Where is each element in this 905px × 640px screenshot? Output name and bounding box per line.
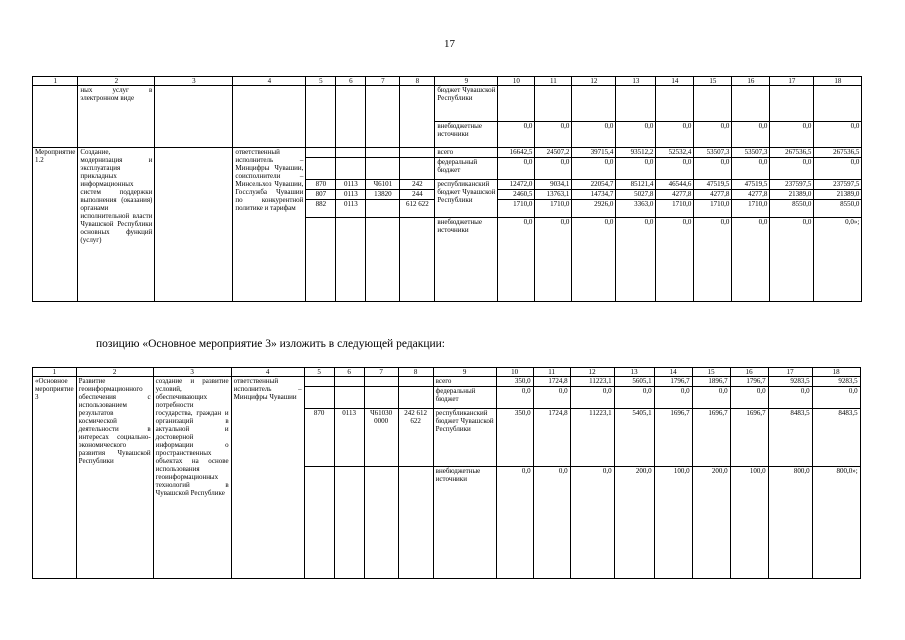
value-cell: 0,0 (656, 218, 694, 302)
column-number: 8 (398, 368, 433, 377)
value-cell (814, 86, 862, 122)
funding-source-cell: всего (435, 148, 498, 158)
funding-source-cell: всего (433, 377, 496, 387)
value-cell: 0,0 (692, 387, 730, 409)
column-number: 13 (614, 368, 654, 377)
value-cell: 53507,3 (694, 148, 732, 158)
value-cell: 1696,7 (692, 409, 730, 467)
code-cell (398, 467, 433, 579)
executor-cell (233, 86, 306, 148)
value-cell: 237597,5 (814, 180, 862, 190)
column-number: 2 (76, 368, 153, 377)
activity-name-cell: ных услуг в электронном виде (78, 86, 155, 148)
value-cell: 47519,5 (694, 180, 732, 190)
value-cell: 4277,8 (694, 190, 732, 200)
column-number: 17 (768, 368, 812, 377)
column-number: 12 (572, 77, 616, 86)
activity-cell: Мероприятие 1.2 (33, 148, 78, 302)
value-cell: 0,0 (656, 158, 694, 180)
value-cell: 21389,0 (814, 190, 862, 200)
value-cell: 200,0 (692, 467, 730, 579)
code-cell (336, 218, 366, 302)
value-cell: 0,0 (694, 218, 732, 302)
value-cell: 46544,6 (656, 180, 694, 190)
value-cell: 0,0 (535, 158, 572, 180)
value-cell: 1710,0 (694, 200, 732, 218)
code-cell (336, 86, 366, 148)
value-cell: 0,0»; (814, 218, 862, 302)
value-cell: 0,0 (533, 387, 570, 409)
code-cell (364, 387, 398, 409)
value-cell (572, 86, 616, 122)
funding-source-cell: внебюджетные источники (435, 122, 498, 148)
value-cell: 52532,4 (656, 148, 694, 158)
value-cell: 0,0 (656, 122, 694, 148)
page-number: 17 (444, 38, 455, 50)
value-cell: 0,0 (732, 218, 770, 302)
column-number: 15 (694, 77, 732, 86)
activity-cell: «Основное мероприятие 3 (33, 377, 77, 579)
value-cell: 8483,5 (812, 409, 860, 467)
value-cell: 3363,0 (616, 200, 656, 218)
table-row (33, 148, 862, 158)
value-cell: 1710,0 (535, 200, 572, 218)
value-cell: 800,0 (768, 467, 812, 579)
value-cell: 22054,7 (572, 180, 616, 190)
code-cell: 0113 (336, 180, 366, 190)
code-cell: 0113 (334, 409, 364, 467)
code-cell: 0113 (336, 200, 366, 218)
value-cell: 0,0 (770, 158, 814, 180)
column-number: 14 (656, 77, 694, 86)
column-number: 18 (812, 368, 860, 377)
column-number: 6 (336, 77, 366, 86)
column-number: 13 (616, 77, 656, 86)
value-cell: 4277,8 (656, 190, 694, 200)
value-cell: 0,0 (496, 467, 533, 579)
value-cell: 1710,0 (656, 200, 694, 218)
value-cell: 12472,0 (498, 180, 535, 190)
value-cell: 0,0 (732, 122, 770, 148)
funding-source-cell: республиканский бюджет Чувашской Республики (433, 409, 496, 467)
code-cell (398, 377, 433, 387)
value-cell: 0,0 (732, 158, 770, 180)
code-cell (400, 218, 435, 302)
code-cell: 0113 (336, 190, 366, 200)
column-number: 8 (400, 77, 435, 86)
value-cell: 9283,5 (768, 377, 812, 387)
code-cell (364, 467, 398, 579)
value-cell: 0,0 (498, 218, 535, 302)
code-cell: 242 612 622 (398, 409, 433, 467)
column-number: 5 (304, 368, 334, 377)
code-cell (334, 387, 364, 409)
section-caption: позицию «Основное мероприятие 3» изложить в следующей редакции: (96, 338, 445, 350)
column-number: 16 (732, 77, 770, 86)
funding-source-cell: федеральный бюджет (433, 387, 496, 409)
code-cell (366, 86, 400, 148)
column-number: 9 (433, 368, 496, 377)
value-cell: 1796,7 (730, 377, 768, 387)
value-cell: 267536,5 (814, 148, 862, 158)
code-cell (304, 387, 334, 409)
value-cell: 100,0 (730, 467, 768, 579)
funding-source-cell: внебюджетные источники (435, 218, 498, 302)
column-number: 3 (153, 368, 231, 377)
code-cell: Ч61030 0000 (364, 409, 398, 467)
budget-table-main-activity-3 (32, 367, 861, 579)
value-cell (694, 86, 732, 122)
value-cell: 0,0 (770, 218, 814, 302)
column-number: 11 (533, 368, 570, 377)
column-number: 10 (498, 77, 535, 86)
column-number: 10 (496, 368, 533, 377)
code-cell (306, 158, 336, 180)
value-cell: 0,0 (570, 467, 614, 579)
column-number: 1 (33, 77, 78, 86)
column-number: 15 (692, 368, 730, 377)
value-cell (770, 86, 814, 122)
column-number: 3 (155, 77, 233, 86)
value-cell: 100,0 (654, 467, 692, 579)
value-cell: 0,0 (654, 387, 692, 409)
value-cell: 0,0 (730, 387, 768, 409)
code-cell (366, 158, 400, 180)
funding-source-cell: внебюджетные источники (433, 467, 496, 579)
code-cell (334, 467, 364, 579)
code-cell (366, 218, 400, 302)
goal-cell (155, 148, 233, 302)
value-cell: 4277,8 (732, 190, 770, 200)
value-cell: 1710,0 (498, 200, 535, 218)
funding-source-cell: федеральный бюджет (435, 158, 498, 180)
column-number: 7 (366, 77, 400, 86)
value-cell: 93512,2 (616, 148, 656, 158)
column-number: 18 (814, 77, 862, 86)
value-cell: 1696,7 (730, 409, 768, 467)
value-cell: 1796,7 (654, 377, 692, 387)
value-cell (656, 86, 694, 122)
column-number: 14 (654, 368, 692, 377)
value-cell: 350,0 (496, 377, 533, 387)
column-number-row (33, 368, 861, 377)
value-cell: 800,0»; (812, 467, 860, 579)
funding-source-cell: республиканский бюджет Чувашской Республики (435, 180, 498, 218)
column-number: 5 (306, 77, 336, 86)
value-cell: 85121,4 (616, 180, 656, 190)
column-number-row (33, 77, 862, 86)
value-cell: 8550,0 (814, 200, 862, 218)
code-cell: 882 (306, 200, 336, 218)
value-cell: 39715,4 (572, 148, 616, 158)
executor-cell: ответственный исполнитель – Минцифры Чувашии (231, 377, 304, 579)
value-cell: 0,0 (812, 387, 860, 409)
value-cell (498, 86, 535, 122)
column-number: 11 (535, 77, 572, 86)
value-cell: 1724,8 (533, 377, 570, 387)
code-cell (400, 148, 435, 158)
code-cell (336, 158, 366, 180)
column-number: 12 (570, 368, 614, 377)
column-number: 4 (231, 368, 304, 377)
value-cell: 237597,5 (770, 180, 814, 190)
column-number: 6 (334, 368, 364, 377)
column-number: 4 (233, 77, 306, 86)
value-cell: 11223,1 (570, 377, 614, 387)
column-number: 7 (364, 368, 398, 377)
value-cell: 9034,1 (535, 180, 572, 190)
goal-cell (155, 86, 233, 148)
value-cell: 0,0 (694, 158, 732, 180)
code-cell (306, 86, 336, 148)
code-cell: 870 (306, 180, 336, 190)
value-cell: 24507,2 (535, 148, 572, 158)
value-cell: 0,0 (572, 218, 616, 302)
code-cell (334, 377, 364, 387)
code-cell (306, 148, 336, 158)
activity-cell (33, 86, 78, 148)
column-number: 1 (33, 368, 77, 377)
value-cell: 1710,0 (732, 200, 770, 218)
code-cell: 612 622 (400, 200, 435, 218)
value-cell: 0,0 (535, 218, 572, 302)
value-cell: 47519,5 (732, 180, 770, 190)
code-cell: 244 (400, 190, 435, 200)
code-cell (366, 148, 400, 158)
column-number: 17 (770, 77, 814, 86)
value-cell: 0,0 (616, 122, 656, 148)
code-cell: 242 (400, 180, 435, 190)
code-cell: 807 (306, 190, 336, 200)
value-cell: 350,0 (496, 409, 533, 467)
value-cell: 1724,8 (533, 409, 570, 467)
funding-source-cell: бюджет Чувашской Республики (435, 86, 498, 122)
value-cell: 0,0 (770, 122, 814, 148)
value-cell: 9283,5 (812, 377, 860, 387)
code-cell (400, 86, 435, 148)
value-cell (732, 86, 770, 122)
value-cell: 5405,1 (614, 409, 654, 467)
activity-name-cell: Создание, модернизация и эксплуатация прикладных информационных систем поддержки выполнения (оказания) органами исполнительной власти Чувашской Республики основных функций (услуг) (78, 148, 155, 302)
value-cell: 16642,5 (498, 148, 535, 158)
code-cell (336, 148, 366, 158)
value-cell: 0,0 (572, 122, 616, 148)
value-cell: 0,0 (614, 387, 654, 409)
value-cell: 13763,1 (535, 190, 572, 200)
code-cell (400, 158, 435, 180)
value-cell: 11223,1 (570, 409, 614, 467)
column-number: 2 (78, 77, 155, 86)
code-cell: 13820 (366, 190, 400, 200)
value-cell: 0,0 (533, 467, 570, 579)
value-cell: 8550,0 (770, 200, 814, 218)
value-cell: 0,0 (616, 158, 656, 180)
value-cell (535, 86, 572, 122)
value-cell: 0,0 (814, 158, 862, 180)
value-cell: 5605,1 (614, 377, 654, 387)
activity-name-cell: Развитие геоинформационного обеспечения с использованием результатов космической деятельности в интересах социально-экономического развития Чувашской Республики (76, 377, 153, 579)
value-cell: 267536,5 (770, 148, 814, 158)
value-cell: 0,0 (535, 122, 572, 148)
code-cell (398, 387, 433, 409)
value-cell: 1896,7 (692, 377, 730, 387)
goal-cell: создание и развитие условий, обеспечивающих потребности государства, граждан и организаций в актуальной и достоверной информации о пространственных объектах на основе использования геоинформационных технологий в Чувашской Республике (153, 377, 231, 579)
value-cell: 1696,7 (654, 409, 692, 467)
value-cell: 0,0 (616, 218, 656, 302)
code-cell (364, 377, 398, 387)
code-cell (366, 200, 400, 218)
code-cell: 870 (304, 409, 334, 467)
budget-table-continued (32, 76, 862, 302)
value-cell: 0,0 (814, 122, 862, 148)
value-cell: 21389,0 (770, 190, 814, 200)
value-cell: 200,0 (614, 467, 654, 579)
code-cell (304, 377, 334, 387)
column-number: 16 (730, 368, 768, 377)
value-cell: 0,0 (768, 387, 812, 409)
value-cell: 0,0 (572, 158, 616, 180)
column-number: 9 (435, 77, 498, 86)
code-cell (306, 218, 336, 302)
executor-cell: ответственный исполнитель – Минцифры Чувашии, соисполнители – Минсельхоз Чувашии, Госслужба Чувашии по конкурентной политике и тарифам (233, 148, 306, 302)
code-cell: Ч6101 (366, 180, 400, 190)
value-cell: 14734,7 (572, 190, 616, 200)
table-row (33, 86, 862, 122)
value-cell: 2926,0 (572, 200, 616, 218)
value-cell: 0,0 (498, 158, 535, 180)
value-cell: 5027,8 (616, 190, 656, 200)
value-cell: 2460,5 (498, 190, 535, 200)
value-cell: 53507,3 (732, 148, 770, 158)
value-cell: 0,0 (496, 387, 533, 409)
table-row (33, 377, 861, 387)
value-cell: 0,0 (694, 122, 732, 148)
value-cell (616, 86, 656, 122)
code-cell (304, 467, 334, 579)
value-cell: 0,0 (570, 387, 614, 409)
value-cell: 0,0 (498, 122, 535, 148)
value-cell: 8483,5 (768, 409, 812, 467)
